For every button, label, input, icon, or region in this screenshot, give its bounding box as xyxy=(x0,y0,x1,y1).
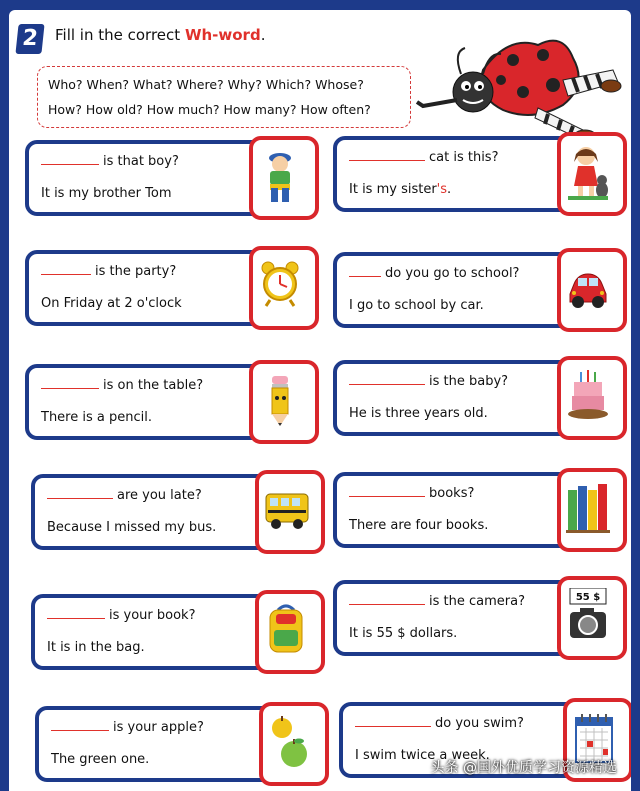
picture-frame xyxy=(557,356,627,440)
card-body xyxy=(25,250,269,326)
answer-text: I swim twice a week. xyxy=(355,748,490,763)
answer-blank[interactable] xyxy=(51,729,109,731)
answer-blank[interactable] xyxy=(41,273,91,275)
question-card-5 xyxy=(25,360,321,428)
books-icon xyxy=(566,480,610,536)
answer-text: The green one. xyxy=(51,752,150,767)
apples-icon xyxy=(268,714,312,774)
alarm-clock-icon xyxy=(258,258,302,314)
answer-blank[interactable] xyxy=(41,387,99,389)
question-text: is the baby? xyxy=(349,374,508,389)
question-card-9 xyxy=(31,590,327,658)
card-body xyxy=(35,706,279,782)
car-icon xyxy=(566,260,610,316)
price-tag: 55 $ xyxy=(575,592,601,603)
answer-blank[interactable] xyxy=(349,495,425,497)
answer-blank[interactable] xyxy=(349,603,425,605)
birthday-cake-icon xyxy=(566,368,610,424)
picture-frame xyxy=(255,590,325,674)
answer-blank[interactable] xyxy=(349,159,425,161)
question-text: books? xyxy=(349,486,474,501)
card-body xyxy=(333,580,577,656)
card-body xyxy=(25,364,269,440)
answer-blank[interactable] xyxy=(349,383,425,385)
question-card-4 xyxy=(333,248,629,316)
question-card-8 xyxy=(333,468,629,536)
answer-text: It is in the bag. xyxy=(47,640,145,655)
ladybug-icon xyxy=(413,30,625,148)
picture-frame xyxy=(557,468,627,552)
exercise-title xyxy=(55,26,265,44)
answer-text: Because I missed my bus. xyxy=(47,520,217,535)
picture-frame xyxy=(259,702,329,786)
answer-blank[interactable] xyxy=(47,617,105,619)
question-text: is on the table? xyxy=(41,378,203,393)
picture-frame xyxy=(249,360,319,444)
question-card-3 xyxy=(25,246,321,314)
answer-text: It is 55 $ dollars. xyxy=(349,626,458,641)
word-bank-line-1: Who? When? What? Where? Why? Which? Whose? xyxy=(48,77,364,92)
card-body xyxy=(31,474,275,550)
question-text: is your book? xyxy=(47,608,195,623)
card-body xyxy=(333,360,577,436)
question-card-12 xyxy=(339,698,631,766)
card-body xyxy=(333,472,577,548)
answer-text: It is my sister's. xyxy=(349,182,452,197)
boy-icon xyxy=(258,148,302,204)
camera-icon xyxy=(566,588,610,648)
title-text: Fill in the correct xyxy=(55,26,185,44)
question-text: do you swim? xyxy=(355,716,524,731)
answer-text: It is my brother Tom xyxy=(41,186,172,201)
answer-text: On Friday at 2 o'clock xyxy=(41,296,182,311)
question-card-10 xyxy=(333,576,629,644)
title-accent: Wh-word xyxy=(184,26,261,44)
school-bus-icon xyxy=(264,482,310,538)
title-end: . xyxy=(260,26,266,44)
answer-blank[interactable] xyxy=(349,275,381,277)
question-card-7 xyxy=(31,470,327,538)
question-card-2 xyxy=(333,132,629,200)
word-bank xyxy=(37,66,411,128)
picture-frame xyxy=(557,576,627,660)
question-text: is the camera? xyxy=(349,594,525,609)
question-text: do you go to school? xyxy=(349,266,519,281)
girl-cat-icon xyxy=(566,144,610,200)
card-body xyxy=(333,252,577,328)
question-card-11 xyxy=(35,702,331,770)
question-card-1 xyxy=(25,136,321,204)
question-text: are you late? xyxy=(47,488,202,503)
picture-frame xyxy=(557,132,627,216)
exercise-number: 2 xyxy=(15,24,44,54)
question-text: is that boy? xyxy=(41,154,179,169)
question-card-6 xyxy=(333,356,629,424)
worksheet-page xyxy=(9,10,631,791)
backpack-icon xyxy=(264,602,308,658)
answer-text: He is three years old. xyxy=(349,406,488,421)
picture-frame xyxy=(557,248,627,332)
question-text: cat is this? xyxy=(349,150,498,165)
pencil-icon xyxy=(258,372,302,428)
word-bank-line-2: How? How old? How much? How many? How often? xyxy=(48,102,371,117)
answer-blank[interactable] xyxy=(355,725,431,727)
picture-frame xyxy=(249,136,319,220)
card-body xyxy=(333,136,577,212)
question-text: is the party? xyxy=(41,264,176,279)
picture-frame xyxy=(249,246,319,330)
answer-blank[interactable] xyxy=(41,163,99,165)
answer-text: There is a pencil. xyxy=(41,410,152,425)
answer-text: I go to school by car. xyxy=(349,298,484,313)
card-body xyxy=(25,140,269,216)
answer-blank[interactable] xyxy=(47,497,113,499)
answer-text: There are four books. xyxy=(349,518,489,533)
picture-frame xyxy=(255,470,325,554)
watermark: 头条 @国外优质学习资源精选 xyxy=(430,760,617,776)
card-body xyxy=(31,594,275,670)
question-text: is your apple? xyxy=(51,720,204,735)
